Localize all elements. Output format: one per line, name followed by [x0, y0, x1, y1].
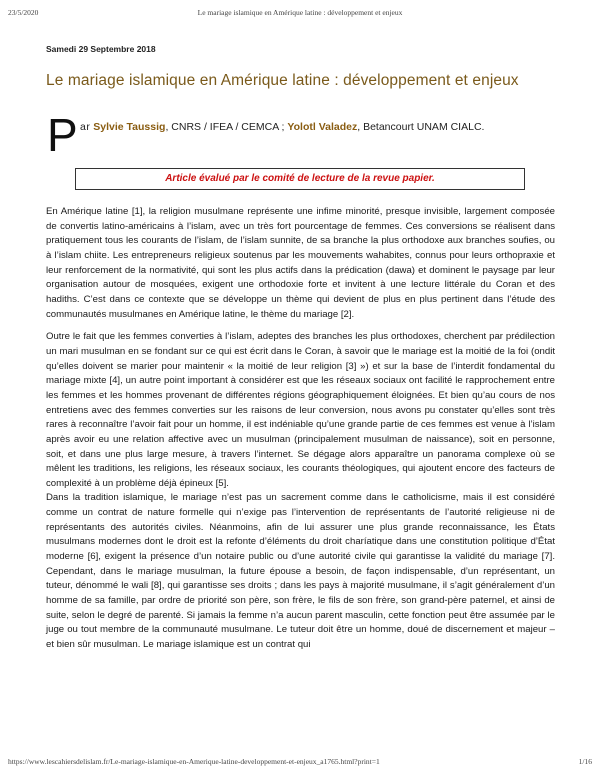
peer-review-note: Article évalué par le comité de lecture de la revue papier. — [75, 168, 525, 190]
byline — [80, 121, 580, 133]
print-title: Le mariage islamique en Amérique latine : développement et enjeux — [197, 8, 403, 17]
byline-prefix: ar — [80, 121, 91, 133]
print-url: https://www.lescahiersdelislam.fr/Le-mariage-islamique-en-Amerique-latine-developpement-et-enjeux_a1765.html?print=1 — [8, 757, 380, 766]
print-page-number: 1/16 — [578, 757, 592, 766]
author-link-taussig[interactable]: Sylvie Taussig — [93, 121, 166, 133]
author-link-valadez[interactable]: Yolotl Valadez — [287, 121, 358, 133]
print-date: 23/5/2020 — [8, 8, 39, 17]
paragraph-1: En Amérique latine [1], la religion musulmane représente une infime minorité, presque invisible, largement composée de convertis latino-américains à l’islam, avec un très fort pourcentage de femmes. Ces conversions se réalisent dans pratiquement tous les courants de l’islam, de l’islam sunnite, de sa branche la plus orthodoxe aux branches soufies, ou à l’islam chiite. Les entrepreneurs religieux soutenus par les mouvements wahabites, connus pour leurs orthopraxie et leur renforcement de la normativité, qui sont les plus actifs dans la prédication (dawa) et dominent le paysage par leur organisation autour de mosquées, exigent une orthodoxie forte et invitent à une lecture littérale du Coran et des hadiths. C’est dans ce contexte que se développe un thème qui devient de plus en plus pertinent dans l’étude des communautés musulmanes en Amérique latine, le thème du mariage [2]. — [46, 206, 555, 320]
article-body — [46, 205, 555, 661]
author-affiliation-2: , Betancourt UNAM CIALC. — [357, 121, 485, 133]
author-affiliation-1: , CNRS / IFEA / CEMCA ; — [165, 121, 288, 133]
article-date: Samedi 29 Septembre 2018 — [46, 44, 156, 54]
drop-cap: P — [47, 109, 78, 161]
article-title: Le mariage islamique en Amérique latine : développement et enjeux — [46, 72, 519, 89]
paragraph-3: Dans la tradition islamique, le mariage n’est pas un sacrement comme dans le catholicisme, mais il est considéré comme un contrat de nature formelle qui n’exige pas l’intervention de représentants de l’autorité religieuse ni de représentants des autorités civiles. Néanmoins, afin de lui assurer une plus grande reconnaissance, les États musulmans modernes dont le droit est la refonte d’éléments du droit charíatique dans une constitution politique d’État moderne [6], exigent la présence d’un notaire public ou d’une autorité civile qui garantisse la validité du mariage [7]. Cependant, dans le mariage musulman, la future épouse a besoin, de façon indispensable, d’un représentant, un tuteur, dénommé le wali [8], qui garantisse ses droits ; dans les pays à majorité musulmane, il s’agit généralement d’un homme de sa famille, par ordre de priorité son père, son frère, le fils de son frère, son grand-père paternel, et ainsi de suite, selon le degré de parenté. Si jamais la femme n’a aucun parent masculin, cette fonction peut être assumée par le juge ou tout membre de la communauté musulmane. Le tuteur doit être un homme, doué de discernement et majeur – et bien sûr musulman. Le mariage islamique est un contrat qui — [46, 492, 555, 651]
paragraph-2: Outre le fait que les femmes converties à l’islam, adeptes des branches les plus orthodoxes, cherchent par prédilection un mari musulman en se fondant sur ce qui est écrit dans le Coran, à savoir que le mariage est la moitié de la foi (ondit qu’elles doivent se marier pour maintenir « la moitié de leur religion [3] ») et sur la base de l’interdit fondamental du mariage mixte [4], un autre point important à considérer est que les réseaux sociaux ont facilité le rapprochement entre les femmes et les hommes provenant de différentes régions géographiquement éloignées. Et bien qu’au cours de nos entretiens avec des femmes converties sur les raisons de leur conversion, nous avons pu constater qu’elles sont très rares à reconnaître l’avoir fait pour un homme, il est indéniable qu’une grande partie de ces femmes est venue à l’islam après avoir eu une relation affective avec un musulman (principalement musulman de naissance), soit en personne, soit, et dans une plus large mesure, à travers l’internet. Se dégage alors apparaître un panorama complexe où se mêlent les traditions, les religions, les réseaux sociaux, les courants théologiques, qui ajoutent encore des facteurs de complexité à un problème déjà épineux [5]. — [46, 331, 555, 489]
